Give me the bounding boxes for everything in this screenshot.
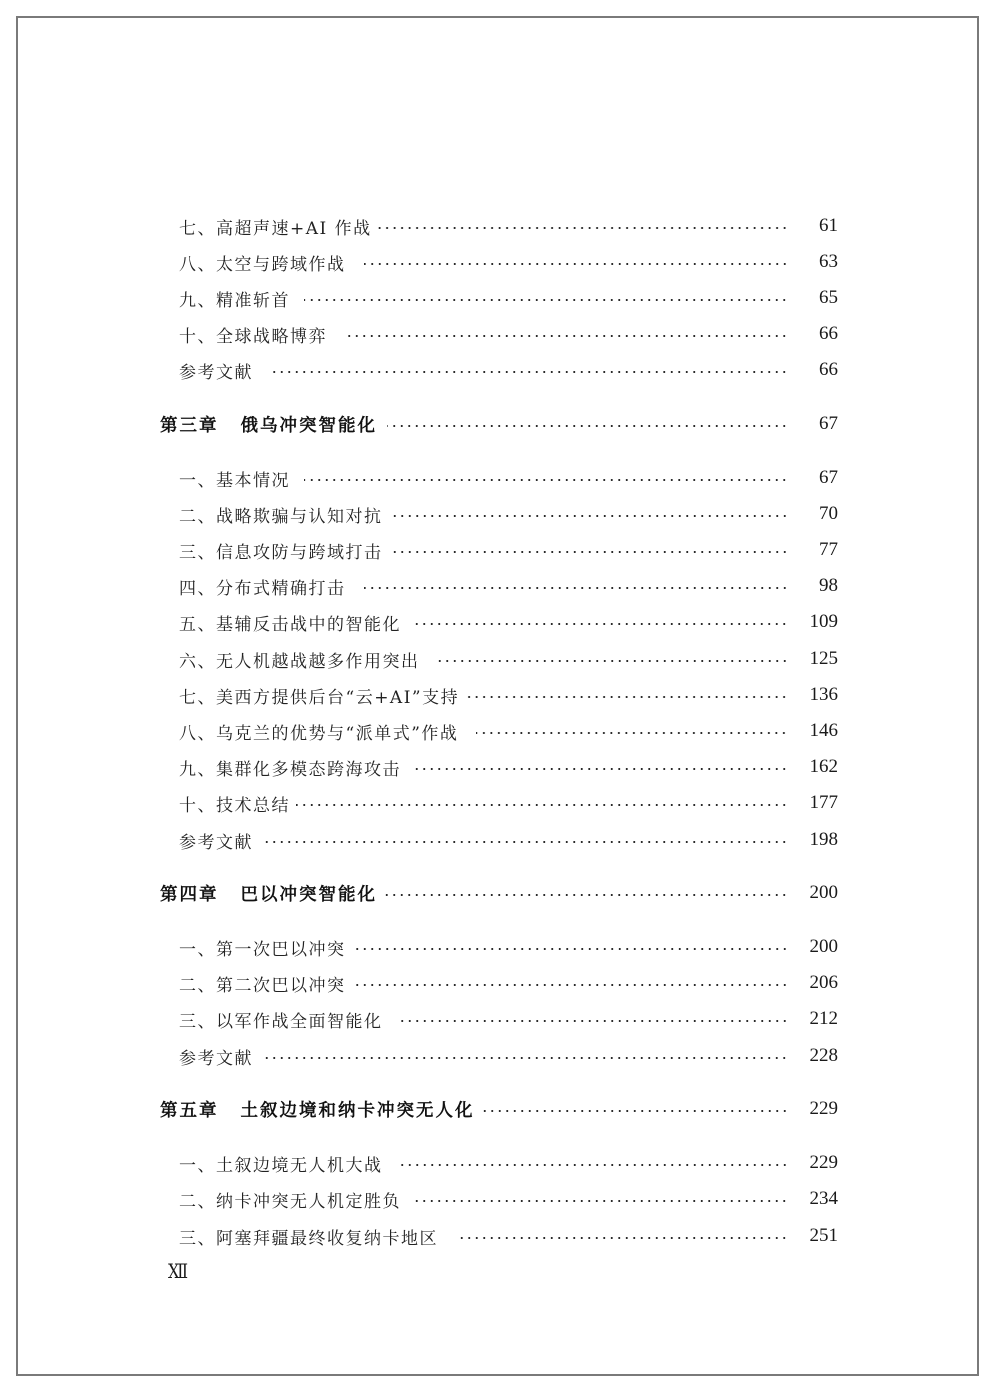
dot-leader [387,410,788,438]
toc-entry[interactable] [0,933,997,961]
dot-leader [304,284,788,312]
toc-entry[interactable] [0,1042,997,1070]
entry-title: 二、第二次巴以冲突 [179,975,346,996]
toc-entry[interactable] [0,572,997,600]
toc-entry[interactable] [0,1185,997,1213]
entry-title: 七、美西方提供后台“云+AI”支持 [179,687,460,708]
entry-title: 三、阿塞拜疆最终收复纳卡地区 [179,1228,438,1249]
chapter-number: 第三章 [160,415,219,436]
dot-leader [356,969,789,997]
page-number: 229 [809,1098,838,1119]
page-number: 63 [819,251,838,272]
dot-leader [476,717,788,745]
toc-entry[interactable] [0,826,997,854]
entry-title: 三、信息攻防与跨域打击 [179,542,383,563]
dot-leader [296,789,788,817]
dot-leader [397,1149,789,1177]
toc-entry[interactable] [0,1005,997,1033]
entry-title: 参考文献 [179,362,253,383]
toc-chapter-heading[interactable] [0,879,997,907]
dot-leader [415,753,788,781]
entry-title: 十、全球战略博弈 [179,326,327,347]
page-number: 61 [819,215,838,236]
page-number: 67 [819,413,838,434]
toc-chapter-heading[interactable] [0,410,997,438]
page-number: 66 [819,359,838,380]
page-number: 98 [819,575,838,596]
page-number: 229 [809,1152,838,1173]
toc-entry[interactable] [0,356,997,384]
page-number: 234 [809,1188,838,1209]
toc-entry[interactable] [0,681,997,709]
dot-leader [415,608,788,636]
toc-entry[interactable] [0,717,997,745]
dot-leader [389,536,789,564]
toc-entry[interactable] [0,320,997,348]
dot-leader [271,356,788,384]
toc-entry[interactable] [0,753,997,781]
page-number: 162 [809,756,838,777]
chapter-title [160,412,387,437]
entry-title: 二、纳卡冲突无人机定胜负 [179,1191,401,1212]
chapter-title [160,1097,481,1122]
dot-leader [364,572,789,600]
toc-entry[interactable] [0,536,997,564]
entry-title: 参考文献 [179,832,253,853]
entry-title: 七、高超声速+AI 作战 [179,218,372,239]
dot-leader [356,933,789,961]
toc-entry[interactable] [0,284,997,312]
dot-leader [434,645,789,673]
chapter-name: 巴以冲突智能化 [240,884,377,905]
page-folio: Ⅻ [168,1261,186,1283]
toc-entry[interactable] [0,608,997,636]
toc-chapter-heading[interactable] [0,1095,997,1123]
entry-title: 十、技术总结 [179,795,290,816]
page-number: 65 [819,287,838,308]
entry-title: 九、集群化多模态跨海攻击 [179,759,401,780]
dot-leader [263,1042,788,1070]
toc-entry[interactable] [0,212,997,240]
dot-leader [389,500,789,528]
chapter-number: 第四章 [160,884,219,905]
entry-title: 五、基辅反击战中的智能化 [179,614,401,635]
dot-leader [481,1095,789,1123]
entry-title: 一、基本情况 [179,470,290,491]
page-number: 212 [809,1008,838,1029]
page-number: 198 [809,829,838,850]
page-number: 228 [809,1045,838,1066]
entry-title: 三、以军作战全面智能化 [179,1011,383,1032]
page-number: 77 [819,539,838,560]
chapter-number: 第五章 [160,1100,219,1121]
dot-leader [263,826,788,854]
entry-title: 二、战略欺骗与认知对抗 [179,506,383,527]
page-number: 109 [809,611,838,632]
entry-title: 参考文献 [179,1048,253,1069]
entry-title: 九、精准斩首 [179,290,290,311]
chapter-name: 俄乌冲突智能化 [240,415,377,436]
page-number: 251 [809,1225,838,1246]
entry-title: 八、乌克兰的优势与“派单式”作战 [179,723,459,744]
entry-title: 一、土叙边境无人机大战 [179,1155,383,1176]
entry-title: 六、无人机越战越多作用突出 [179,651,420,672]
dot-leader [465,681,788,709]
page-number: 66 [819,323,838,344]
page-number: 200 [809,882,838,903]
chapter-title [160,881,383,906]
dot-leader [378,212,788,240]
entry-title: 四、分布式精确打击 [179,578,346,599]
toc-entry[interactable] [0,1222,997,1250]
page-number: 67 [819,467,838,488]
entry-title: 一、第一次巴以冲突 [179,939,346,960]
dot-leader [364,248,789,276]
page-number: 200 [809,936,838,957]
entry-title: 八、太空与跨域作战 [179,254,346,275]
page-number: 70 [819,503,838,524]
dot-leader [415,1185,788,1213]
dot-leader [397,1005,789,1033]
page-number: 125 [809,648,838,669]
page-number: 136 [809,684,838,705]
dot-leader [383,879,788,907]
page-number: 206 [809,972,838,993]
toc-entry[interactable] [0,969,997,997]
toc-entry[interactable] [0,248,997,276]
toc-entry[interactable] [0,500,997,528]
page-number: 177 [809,792,838,813]
page-number: 146 [809,720,838,741]
dot-leader [456,1222,788,1250]
toc-entry[interactable] [0,1149,997,1177]
toc-entry[interactable] [0,464,997,492]
dot-leader [304,464,788,492]
toc-entry[interactable] [0,789,997,817]
toc-entry[interactable] [0,645,997,673]
chapter-name: 土叙边境和纳卡冲突无人化 [240,1100,475,1121]
dot-leader [345,320,788,348]
